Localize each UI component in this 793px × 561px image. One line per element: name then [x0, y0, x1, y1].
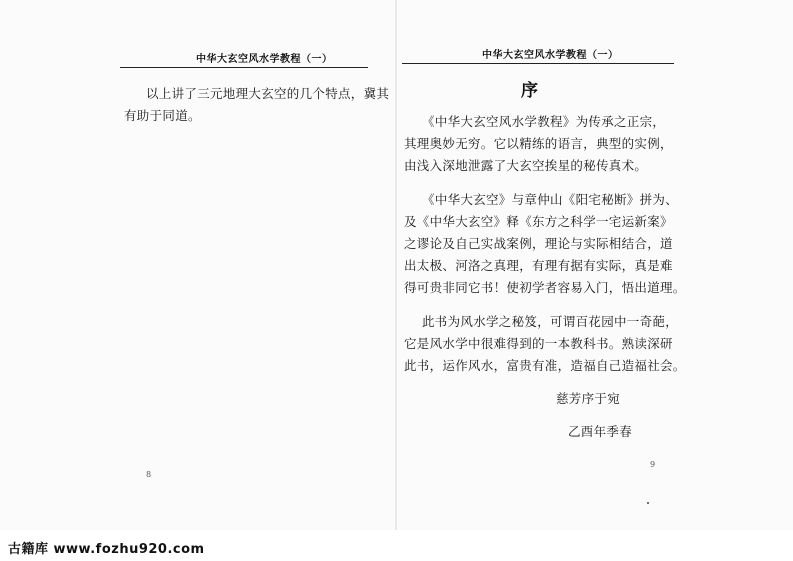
right-running-head: 中华大玄空风水学教程（一）: [482, 50, 619, 61]
left-page: [0, 0, 396, 530]
preface-p3-line-1: 此书为风水学之秘笈，可谓百花园中一奇葩，: [422, 314, 679, 329]
left-running-head: 中华大玄空风水学教程（一）: [196, 54, 333, 65]
left-text-line-1: 以上讲了三元地理大玄空的几个特点，冀其: [146, 86, 390, 101]
preface-p1-line-2: 其理奥妙无穷。它以精练的语言，典型的实例，: [404, 136, 673, 151]
preface-p2-line-5: 得可贵非同它书！使初学者容易入门，悟出道理。: [404, 280, 686, 295]
book-spine: [395, 0, 397, 530]
preface-p2-line-3: 之谬论及自己实战案例，理论与实际相结合，道: [404, 236, 673, 251]
scan-speck: [647, 502, 649, 504]
preface-p2-line-2: 及《中华大玄空》释《东方之科学一宅运新案》: [404, 214, 673, 229]
preface-p1-line-1: 《中华大玄空风水学教程》为传承之正宗，: [422, 114, 666, 129]
left-page-number: 8: [146, 470, 152, 479]
left-text-line-2: 有助于同道。: [124, 108, 201, 123]
right-page-number: 9: [650, 460, 656, 469]
preface-p3-line-3: 此书，运作风水，富贵有准，造福自己造福社会。: [404, 358, 686, 373]
preface-title: 序: [521, 81, 538, 101]
site-watermark: 古籍库 www.fozhu920.com: [8, 542, 205, 557]
preface-date: 乙酉年季春: [568, 424, 633, 439]
preface-p2-line-4: 出太极、河洛之真理，有理有据有实际，真是难: [404, 258, 673, 273]
preface-p3-line-2: 它是风水学中很难得到的一本教科书。熟读深研: [404, 336, 673, 351]
preface-signature: 慈芳序于宛: [556, 391, 621, 406]
preface-p2-line-1: 《中华大玄空》与章仲山《阳宅秘断》拼为、: [422, 192, 679, 207]
right-header-rule: [402, 63, 674, 64]
preface-p1-line-3: 由浅入深地泄露了大玄空挨星的秘传真术。: [404, 158, 648, 173]
left-header-rule: [120, 67, 368, 68]
